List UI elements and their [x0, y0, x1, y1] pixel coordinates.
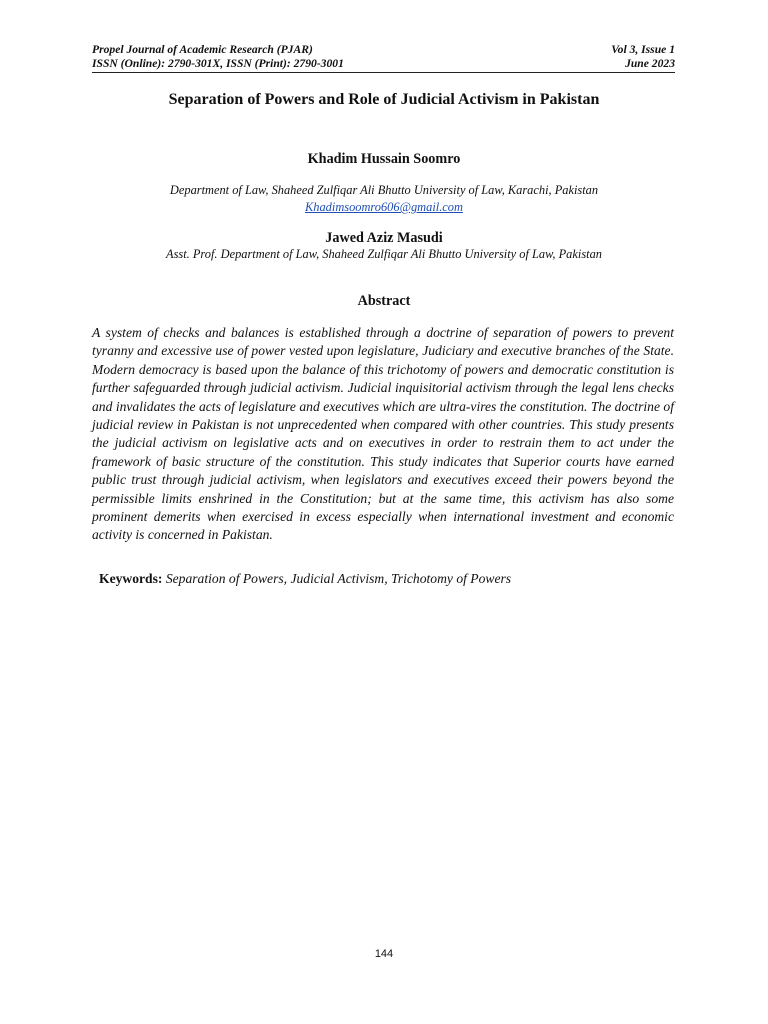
author-email-link[interactable]: Khadimsoomro606@gmail.com	[305, 200, 463, 214]
header-row-2	[92, 57, 675, 71]
running-header	[92, 43, 675, 73]
abstract-text: A system of checks and balances is established through a doctrine of separation of powers to prevent tyranny and excessive use of power vested upon legislature, Judiciary and executive branches of the State. Modern democracy is based upon the balance of this trichotomy of powers and democratic constitution is further safeguarded through judicial activism. Judicial inquisitorial activism through the legal lens checks and invalidates the acts of legislature and executives which are ultra-vires the constitution. The doctrine of judicial review in Pakistan is not unprecedented when compared with other countries. This study presents the judicial activism on legislative acts and on executives in order to restrain them to act under the framework of basic structure of the constitution. This study indicates that Superior courts have earned public trust through judicial activism, when legislators and executives exceed their powers beyond the permissible limits enshrined in the Constitution; but at the same time, this activism has also some prominent demerits when exercised in excess especially when international investment and economic activity is concerned in Pakistan.	[92, 325, 674, 543]
issue-date: June 2023	[625, 57, 675, 70]
author-affiliation-2: Asst. Prof. Department of Law, Shaheed Zulfiqar Ali Bhutto University of Law, Pakistan	[166, 247, 602, 261]
abstract-heading: Abstract	[357, 293, 411, 309]
keywords-text: Separation of Powers, Judicial Activism, Trichotomy of Powers	[165, 571, 512, 586]
journal-name: Propel Journal of Academic Research (PJAR)	[92, 43, 313, 56]
author-name-1: Khadim Hussain Soomro	[307, 151, 461, 167]
page-number: 144	[374, 948, 394, 960]
author-name-2: Jawed Aziz Masudi	[325, 230, 443, 246]
volume-issue: Vol 3, Issue 1	[611, 43, 675, 56]
issn-line: ISSN (Online): 2790-301X, ISSN (Print): 2790-3001	[92, 57, 344, 70]
author-affiliation-1: Department of Law, Shaheed Zulfiqar Ali Bhutto University of Law, Karachi, Pakistan	[169, 183, 599, 197]
author-email-line	[0, 200, 768, 215]
keywords-line	[99, 570, 674, 588]
paper-title: Separation of Powers and Role of Judicial Activism in Pakistan	[168, 91, 600, 108]
keywords-label: Keywords:	[99, 571, 163, 586]
header-row-1	[92, 43, 675, 57]
